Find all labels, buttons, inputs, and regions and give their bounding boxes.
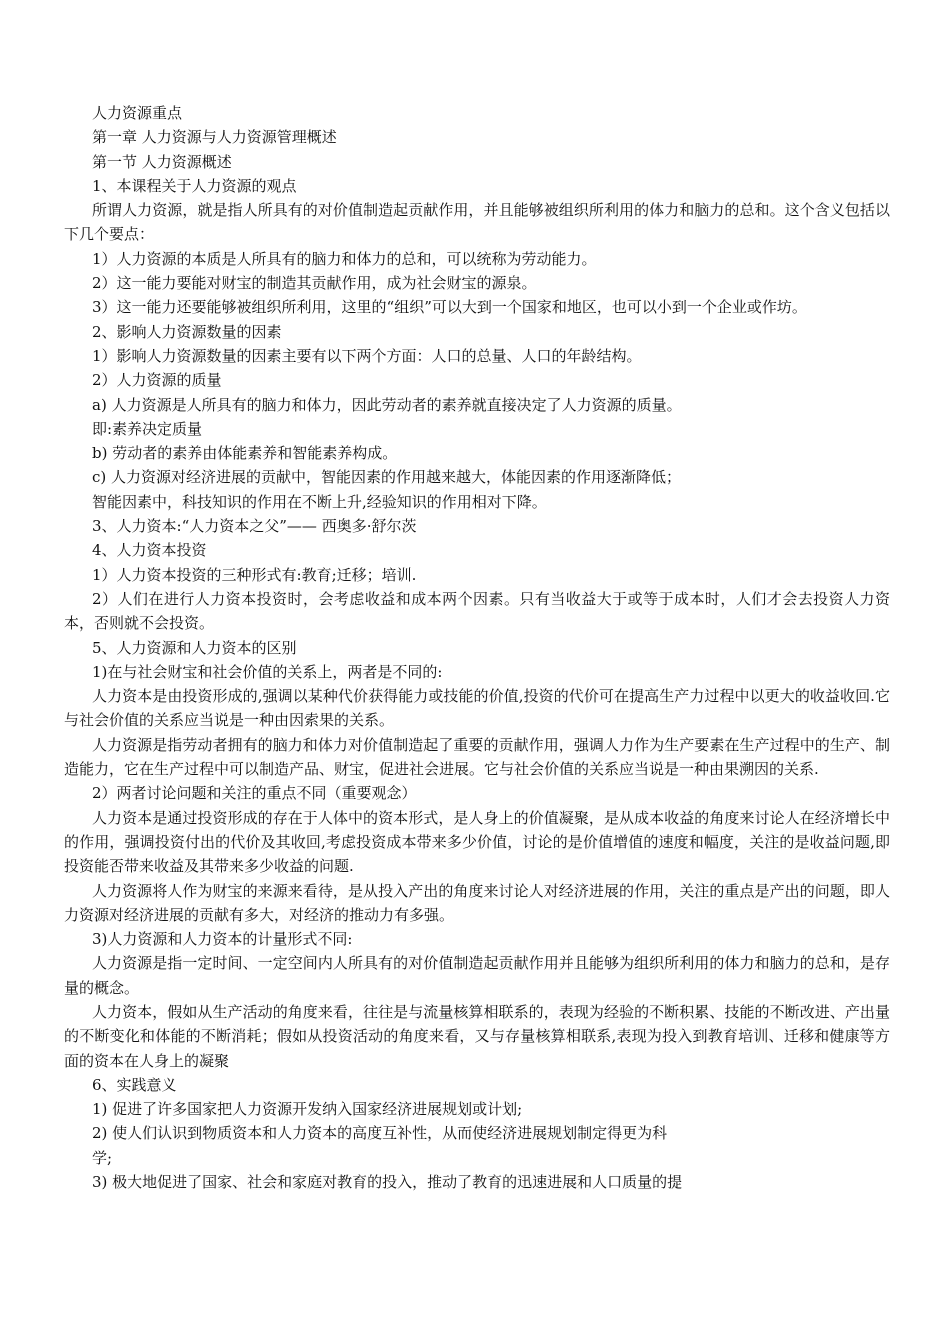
topic-heading: 3、人力资本:“人力资本之父”—— 西奥多·舒尔茨	[92, 517, 417, 536]
list-item: 2) 使人们认识到物质资本和人力资本的高度互补性，从而使经济进展规划制定得更为科	[92, 1124, 668, 1143]
list-item: 1）人力资本投资的三种形式有:教育;迁移；培训.	[92, 565, 417, 584]
doc-title: 人力资源重点	[92, 104, 183, 122]
list-item: 3)人力资源和人力资本的计量形式不同:	[92, 930, 353, 949]
topic-heading: 6、实践意义	[92, 1075, 177, 1094]
list-item: 1）影响人力资源数量的因素主要有以下两个方面：人口的总量、人口的年龄结构。	[92, 346, 642, 365]
topic-heading: 2、影响人力资源数量的因素	[92, 322, 282, 341]
paragraph: 智能因素中，科技知识的作用在不断上升,经验知识的作用相对下降。	[92, 492, 547, 511]
list-item: 2）两者讨论问题和关注的重点不同（重要观念）	[92, 784, 417, 803]
paragraph: 人力资源将人作为财宝的来源来看待，是从投入产出的角度来讨论人对经济进展的作用，关注的重点是产出的问题，即人力资源对经济进展的贡献有多大，对经济的推动力有多强。	[64, 881, 890, 924]
list-item: 2）人力资源的质量	[92, 371, 222, 390]
list-item: a) 人力资源是人所具有的脑力和体力，因此劳动者的素养就直接决定了人力资源的质量。	[92, 395, 682, 414]
list-item: 1）人力资源的本质是人所具有的脑力和体力的总和，可以统称为劳动能力。	[92, 249, 597, 268]
document-page	[64, 101, 890, 1194]
topic-heading: 4、人力资本投资	[92, 541, 207, 560]
list-item: 1)在与社会财宝和社会价值的关系上，两者是不同的:	[92, 662, 443, 681]
list-item: c) 人力资源对经济进展的贡献中，智能因素的作用越来越大，体能因素的作用逐渐降低；	[92, 468, 682, 487]
list-item: 2）人们在进行人力资本投资时，会考虑收益和成本两个因素。只有当收益大于或等于成本时，人们才会去投资人力资本，否则就不会投资。	[64, 589, 890, 633]
list-item: 3) 极大地促进了国家、社会和家庭对教育的投入，推动了教育的迅速进展和人口质量的提	[92, 1173, 683, 1192]
list-item: b) 劳动者的素养由体能素养和智能素养构成。	[92, 444, 398, 463]
topic-heading: 5、人力资源和人力资本的区别	[92, 638, 297, 657]
chapter-heading: 第一章 人力资源与人力资源管理概述	[92, 128, 337, 147]
paragraph: 人力资源是指劳动者拥有的脑力和体力对价值制造起了重要的贡献作用，强调人力作为生产要素在生产过程中的生产、制造能力，它在生产过程中可以制造产品、财宝，促进社会进展。它与社会价值的关系应当说是一种由果溯因的关系.	[64, 735, 890, 779]
paragraph: 人力资本是通过投资形成的存在于人体中的资本形式，是人身上的价值凝聚，是从成本收益的角度来讨论人在经济增长中的作用，强调投资付出的代价及其收回,考虑投资成本带来多少价值，讨论的是价值增值的速度和幅度，关注的是收益问题,即投资能否带来收益及其带来多少收益的问题.	[64, 808, 890, 876]
list-item-continuation: 学;	[92, 1148, 113, 1167]
paragraph: 人力资本是由投资形成的,强调以某种代价获得能力或技能的价值,投资的代价可在提高生产力过程中以更大的收益收回.它与社会价值的关系应当说是一种由因索果的关系。	[64, 687, 890, 730]
paragraph: 人力资源是指一定时间、一定空间内人所具有的对价值制造起贡献作用并且能够为组织所利用的体力和脑力的总和，是存量的概念。	[64, 954, 890, 997]
paragraph: 即:素养决定质量	[92, 419, 203, 438]
section-heading: 第一节 人力资源概述	[92, 152, 232, 171]
list-item: 1) 促进了许多国家把人力资源开发纳入国家经济进展规划或计划;	[92, 1100, 523, 1119]
paragraph: 人力资本，假如从生产活动的角度来看，往往是与流量核算相联系的，表现为经验的不断积累、技能的不断改进、产出量的不断变化和体能的不断消耗；假如从投资活动的角度来看，又与存量核算相联系,表现为投入到教育培训、迁移和健康等方面的资本在人身上的凝聚	[64, 1002, 890, 1070]
topic-heading: 1、本课程关于人力资源的观点	[92, 176, 297, 195]
list-item: 3）这一能力还要能够被组织所利用，这里的“组织”可以大到一个国家和地区，也可以小到一个企业或作坊。	[92, 298, 807, 317]
list-item: 2）这一能力要能对财宝的制造其贡献作用，成为社会财宝的源泉。	[92, 274, 537, 293]
paragraph: 所谓人力资源，就是指人所具有的对价值制造起贡献作用，并且能够被组织所利用的体力和脑力的总和。这个含义包括以下几个要点：	[64, 201, 890, 244]
